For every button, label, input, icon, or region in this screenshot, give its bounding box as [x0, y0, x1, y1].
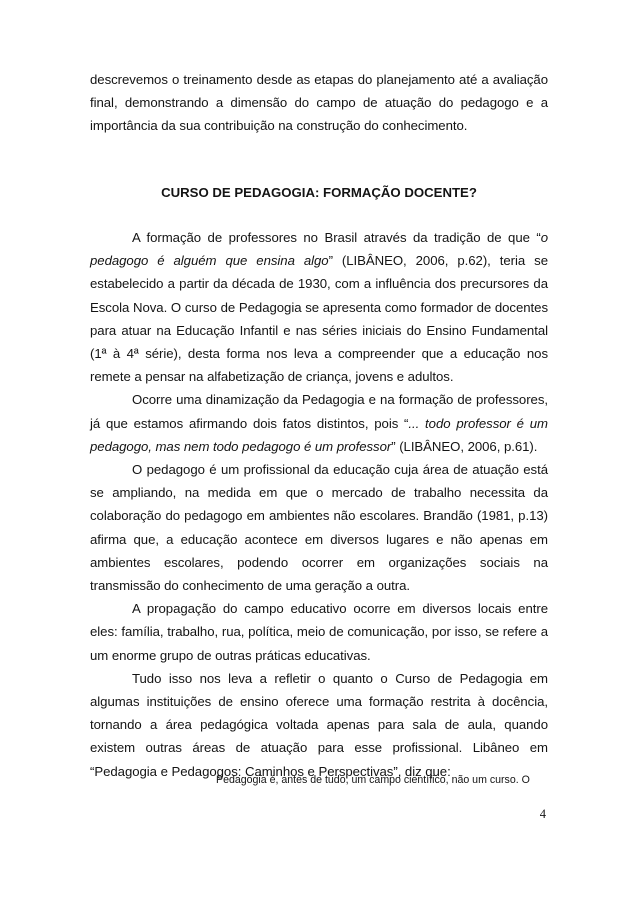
intro-paragraph-block: [90, 68, 548, 138]
paragraph-4: A propagação do campo educativo ocorre em diversos locais entre eles: família, trabalho, rua, política, meio de comunicação, por isso, se refere a um enorme grupo de outras práticas educativas.: [90, 601, 548, 663]
paragraph-2-part-a: Ocorre uma dinamização da Pedagogia e na formação de professores, já que estamos afirmando dois fatos distintos, pois “: [90, 392, 548, 431]
page-number: 4: [539, 807, 546, 821]
paragraph-1-part-c: ” (LIBÂNEO, 2006, p.62), teria se estabelecido a partir da década de 1930, com a influência dos precursores da Escola Nova. O curso de Pedagogia se apresenta como formador de docentes para atuar na Educação Infantil e nas séries iniciais do Ensino Fundamental (1ª à 4ª série), desta forma nos leva a compreender que a educação nos remete a pensar na alfabetização de criança, jovens e adultos.: [90, 253, 548, 385]
intro-paragraph: descrevemos o treinamento desde as etapas do planejamento até a avaliação final, demonstrando a dimensão do campo de atuação do pedagogo e a importância da sua contribuição na construção do conhecimento.: [90, 72, 548, 134]
paragraph-2: [90, 388, 548, 458]
paragraph-1-citation: o pedagogo é alguém que ensina algo: [90, 230, 548, 269]
body-text: [90, 226, 548, 783]
paragraph-1-part-a: A formação de professores no Brasil através da tradição de que “: [132, 230, 541, 245]
block-quote: Pedagogia é, antes de tudo, um campo científico, não um curso. O: [216, 774, 530, 786]
paragraph-2-citation: ... todo professor é um pedagogo, mas nem todo pedagogo é um professor: [90, 415, 548, 454]
section-heading: CURSO DE PEDAGOGIA: FORMAÇÃO DOCENTE?: [161, 185, 477, 200]
paragraph-1: [90, 226, 548, 388]
paragraph-2-part-c: ” (LIBÂNEO, 2006, p.61).: [391, 438, 538, 454]
paragraph-3: O pedagogo é um profissional da educação cuja área de atuação está se ampliando, na medida em que o mercado de trabalho necessita da colaboração do pedagogo em ambientes não escolares. Brandão (1981, p.13) afirma que, a educação acontece em diversos lugares e não apenas em ambientes escolares, podendo ocorrer em organizações sociais na transmissão do conhecimento de uma geração a outra.: [90, 462, 548, 594]
paragraph-5: Tudo isso nos leva a refletir o quanto o Curso de Pedagogia em algumas instituições de ensino oferece uma formação restrita à docência, tornando a área pedagógica voltada apenas para sala de aula, quando existem outras áreas de atuação para esse profissional. Libâneo em “Pedagogia e Pedagogos: Caminhos e Perspectivas”, diz que:: [90, 670, 548, 779]
